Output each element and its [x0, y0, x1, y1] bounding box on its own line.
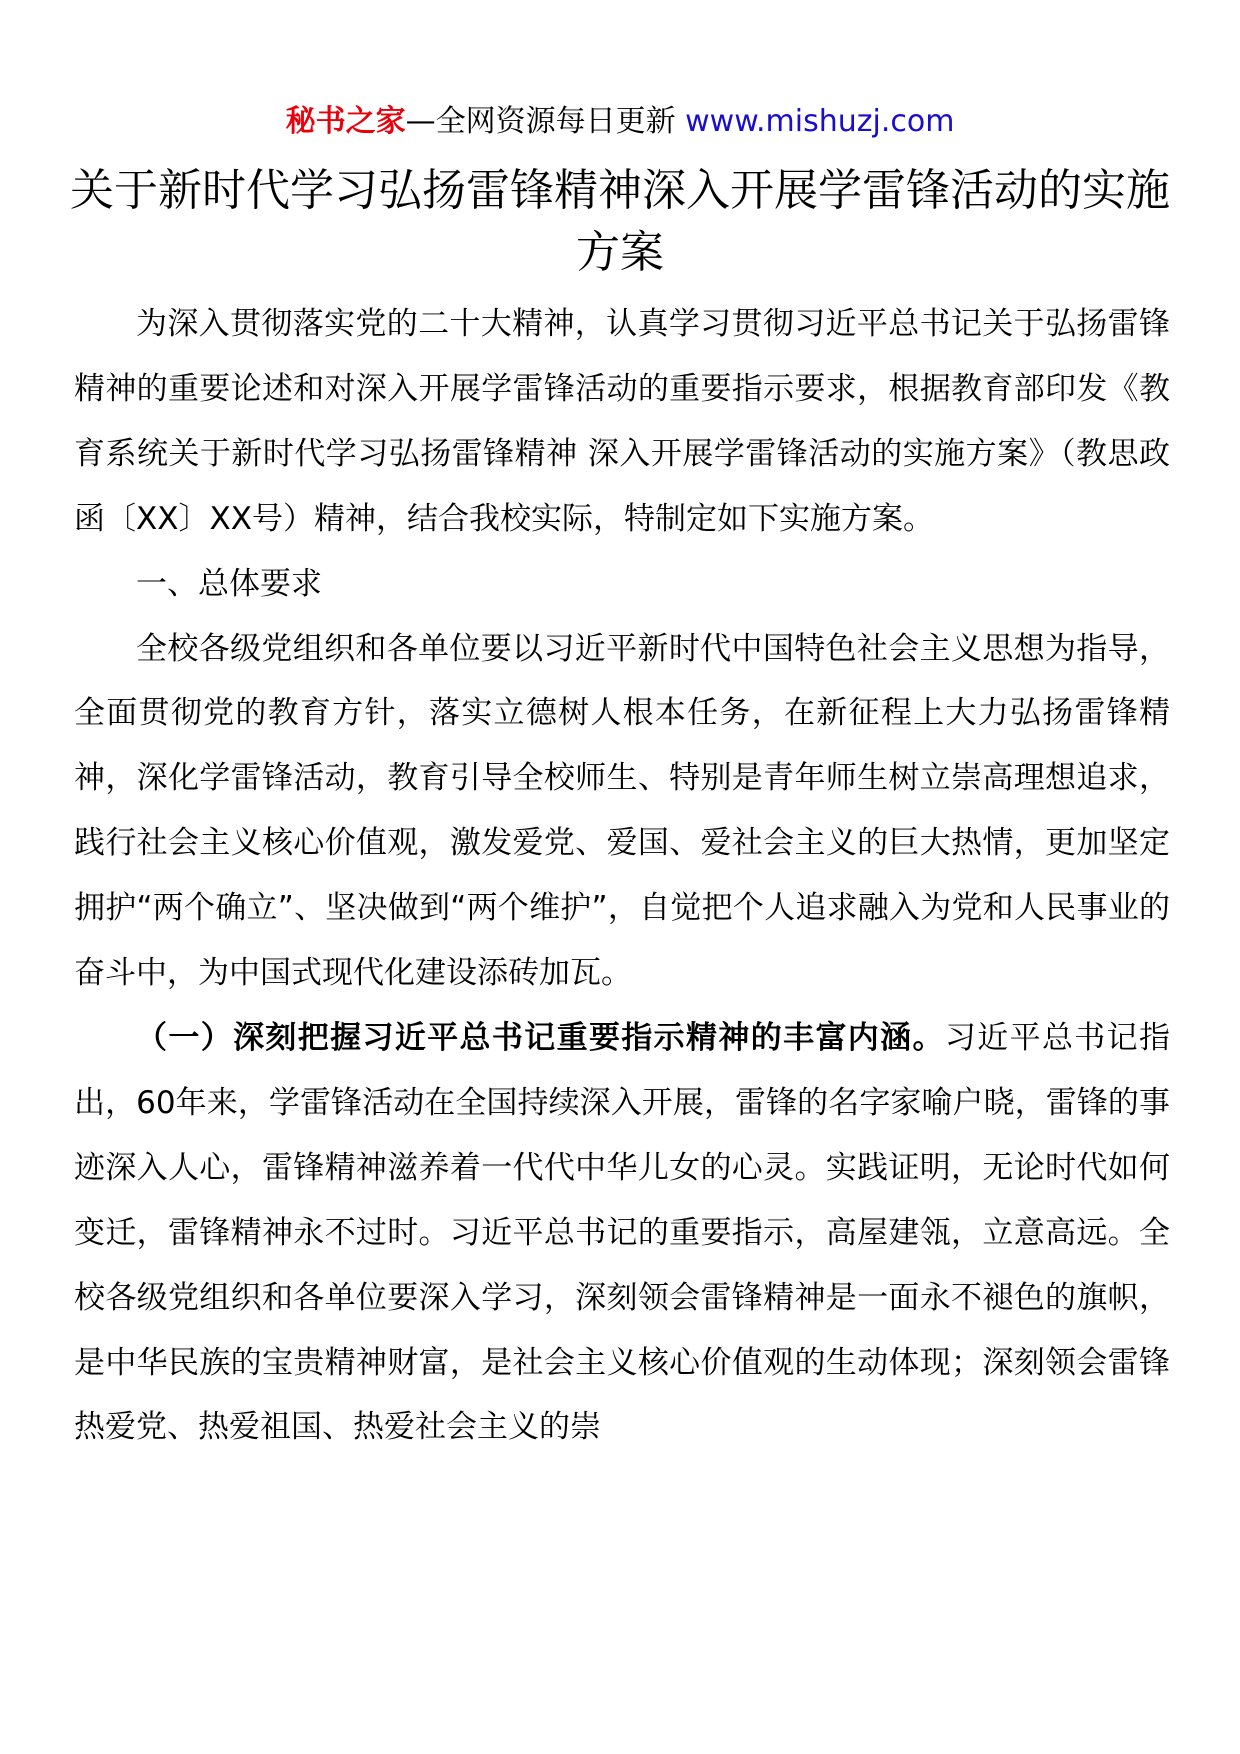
item-lead: （一）深刻把握习近平总书记重要指示精神的丰富内涵。	[136, 1019, 945, 1056]
section-paragraph: 全校各级党组织和各单位要以习近平新时代中国特色社会主义思想为指导，全面贯彻党的教育方针，落实立德树人根本任务，在新征程上大力弘扬雷锋精神，深化学雷锋活动，教育引导全校师生、特别是青年师生树立崇高理想追求，践行社会主义核心价值观，激发爱党、爱国、爱社会主义的巨大热情，更加坚定拥护“两个确立”、坚决做到“两个维护”，自觉把个人追求融入为党和人民事业的奋斗中，为中国式现代化建设添砖加瓦。	[74, 630, 1170, 992]
site-brand: 秘书之家	[285, 104, 406, 139]
intro-paragraph: 为深入贯彻落实党的二十大精神，认真学习贯彻习近平总书记关于弘扬雷锋精神的重要论述和对深入开展学雷锋活动的重要指示要求，根据教育部印发《教育系统关于新时代学习弘扬雷锋精神 深入开展学雷锋活动的实施方案》（教思政函〔XX〕XX号）精神，结合我校实际，特制定如下实施方案。	[74, 306, 1170, 537]
site-header	[0, 100, 1240, 144]
item-paragraph	[74, 1006, 1170, 1460]
site-tagline: —全网资源每日更新	[405, 104, 676, 139]
document-body	[74, 292, 1170, 1460]
site-url-link[interactable]: www.mishuzj.com	[685, 104, 955, 139]
item-body: 习近平总书记指出，60年来，学雷锋活动在全国持续深入开展，雷锋的名字家喻户晓，雷锋的事迹深入人心，雷锋精神滋养着一代代中华儿女的心灵。实践证明，无论时代如何变迁，雷锋精神永不过时。习近平总书记的重要指示，高屋建瓴，立意高远。全校各级党组织和各单位要深入学习，深刻领会雷锋精神是一面永不褪色的旗帜，是中华民族的宝贵精神财富，是社会主义核心价值观的生动体现；深刻领会雷锋热爱党、热爱祖国、热爱社会主义的崇	[74, 1019, 1171, 1446]
document-title: 关于新时代学习弘扬雷锋精神深入开展学雷锋活动的实施方案	[70, 165, 1170, 278]
section-heading: 一、总体要求	[136, 565, 322, 602]
